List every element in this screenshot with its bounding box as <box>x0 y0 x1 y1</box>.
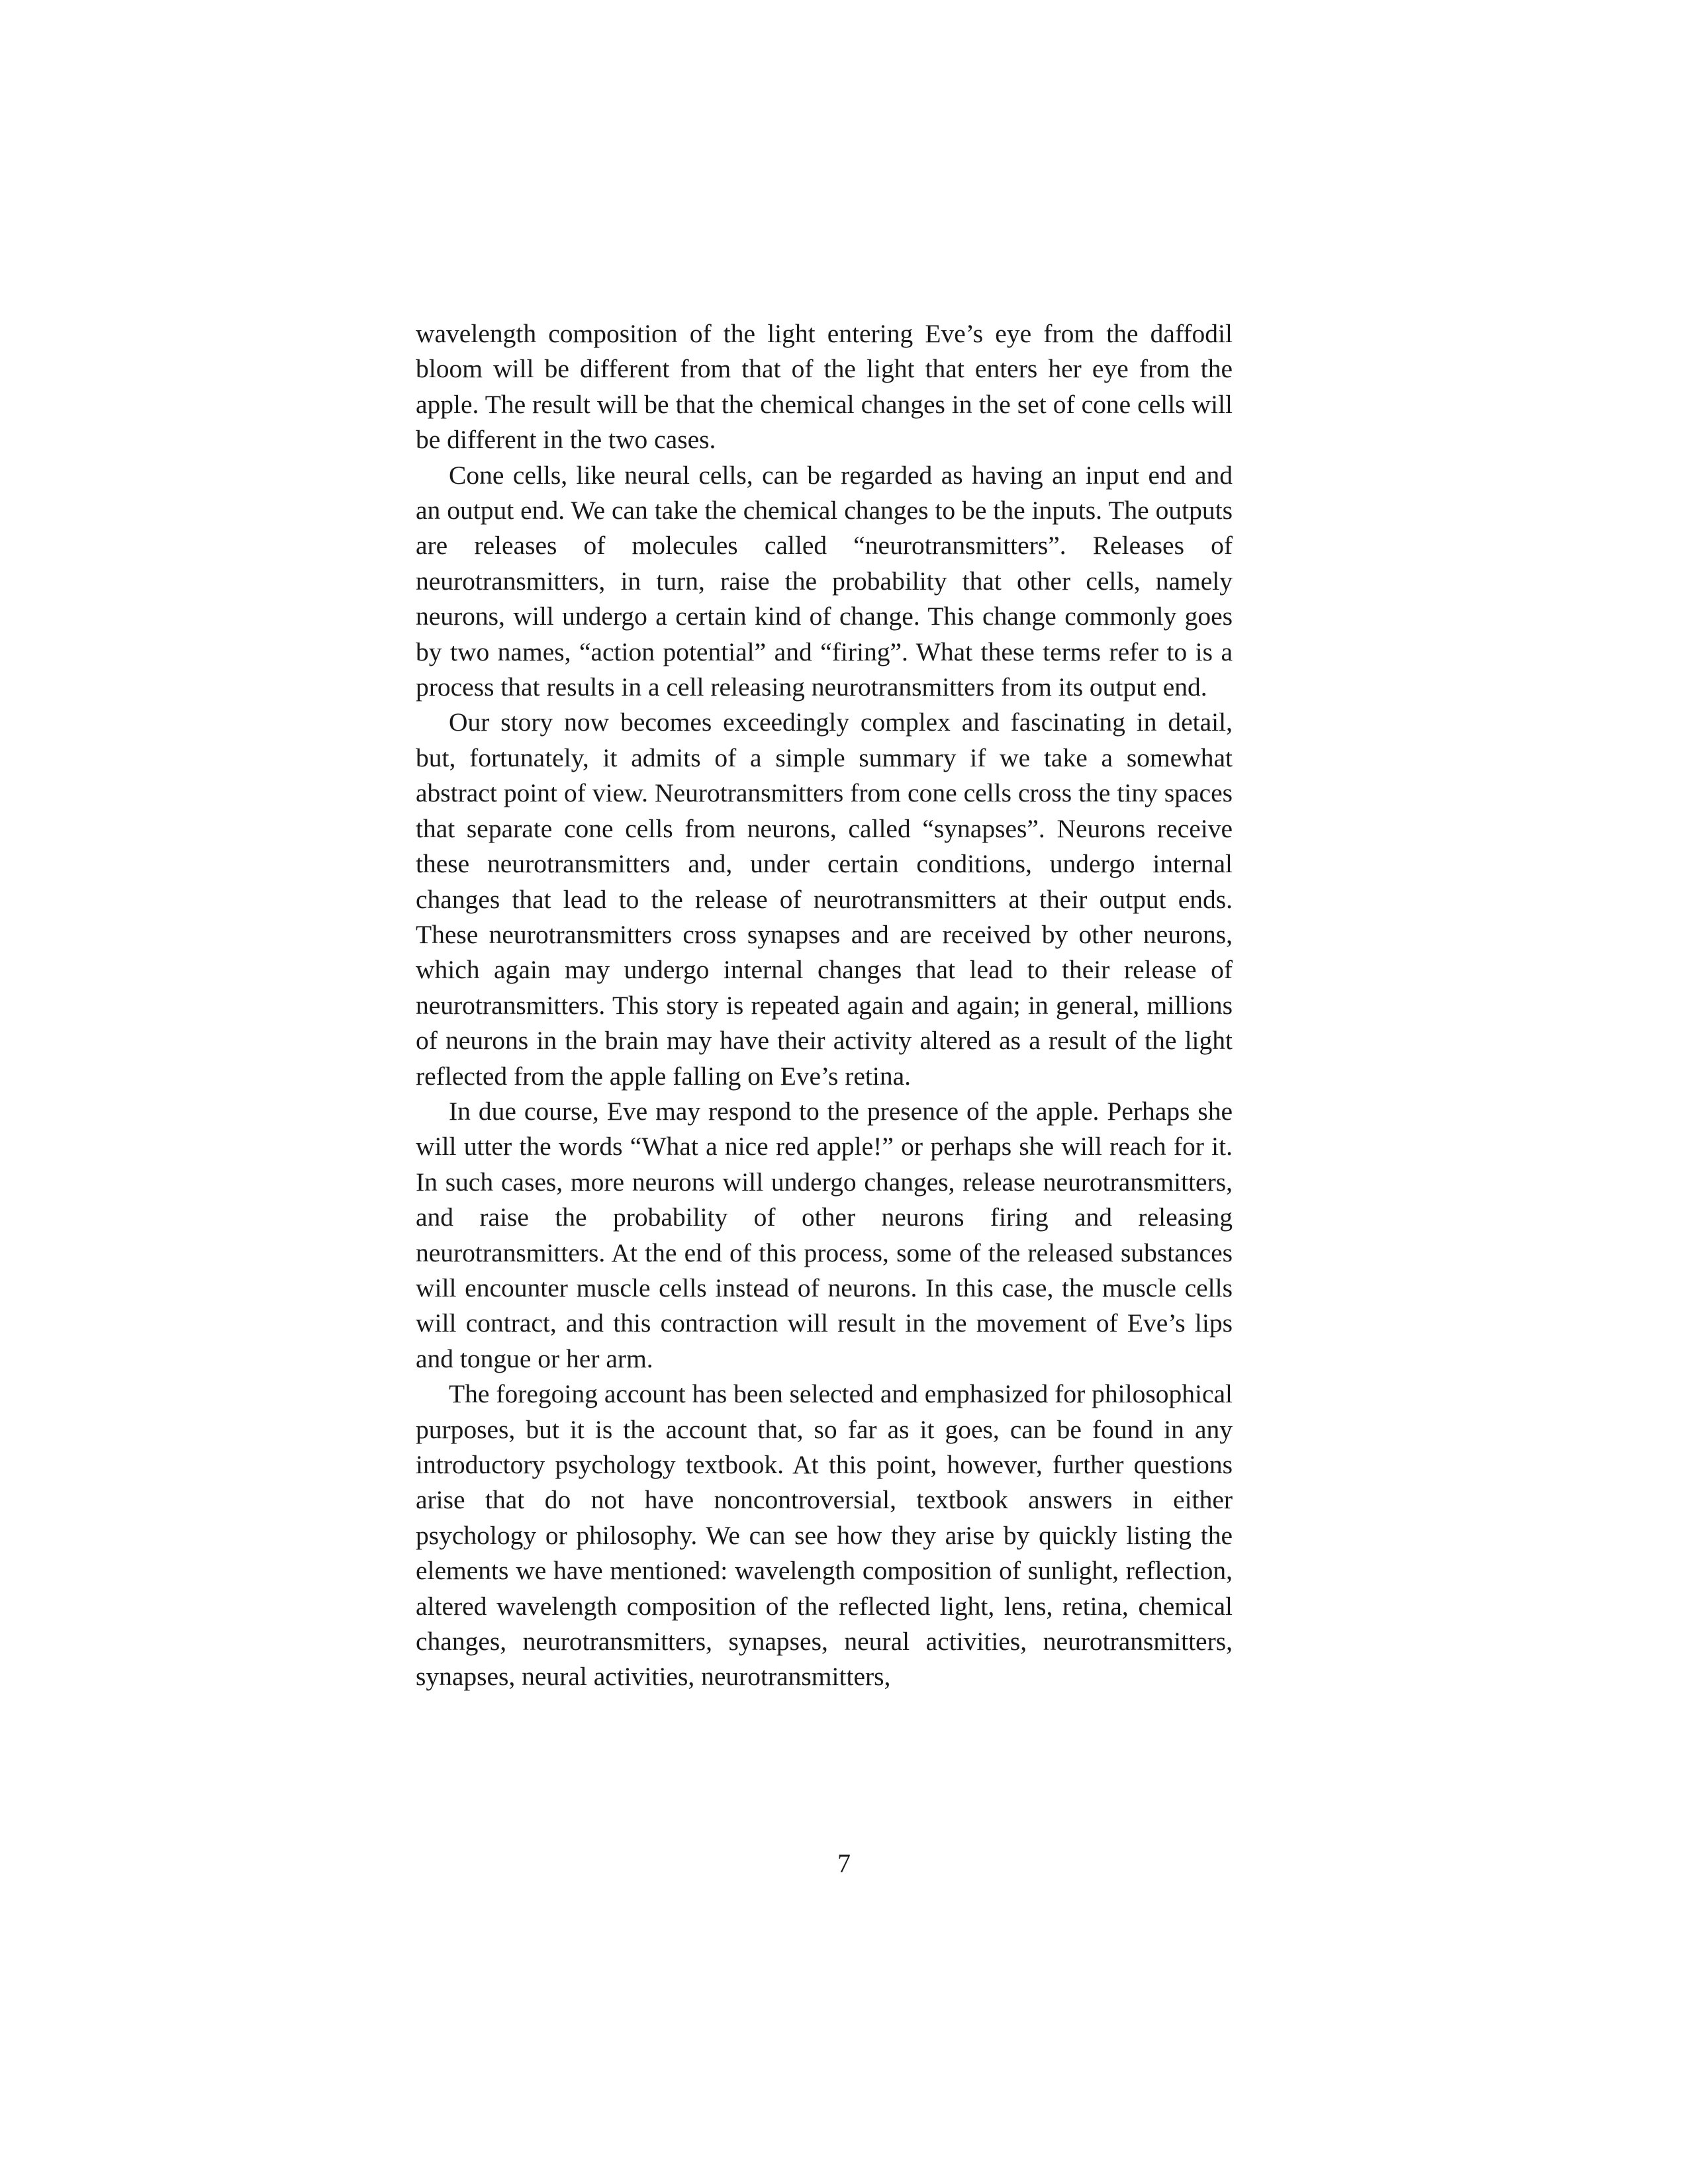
paragraph-cone-cells: Cone cells, like neural cells, can be regarded as having an input end and an output end. We can take the chemical changes to be the inputs. The outputs are releases of molecules called “neurotransmitters”. Releases of neurotransmitters, in turn, raise the probability that other cells, namely neurons, will undergo a certain kind of change. This change commonly goes by two names, “action potential” and “firing”. What these terms refer to is a process that results in a cell releasing neurotransmitters from its output end. <box>416 460 1233 702</box>
paragraph-due-course: In due course, Eve may respond to the presence of the apple. Perhaps she will utter the words “What a nice red apple!” or perhaps she will reach for it. In such cases, more neurons will undergo changes, release neurotransmitters, and raise the probability of other neurons firing and releasing neurotransmitters. At the end of this process, some of the released substances will encounter muscle cells instead of neurons. In this case, the muscle cells will contract, and this contraction will result in the movement of Eve’s lips and tongue or her arm. <box>416 1096 1233 1373</box>
paragraph-our-story: Our story now becomes exceedingly complex and fascinating in detail, but, fortunately, it admits of a simple summary if we take a somewhat abstract point of view. Neurotransmitters from cone cells cross the tiny spaces that separate cone cells from neurons, called “synapses”. Neurons receive these neurotransmitters and, under certain conditions, undergo internal changes that lead to the release of neurotransmitters at their output ends. These neurotransmitters cross synapses and are received by other neurons, which again may undergo internal changes that lead to their release of neurotransmitters. This story is repeated again and again; in general, millions of neurons in the brain may have their activity altered as a result of the light reflected from the apple falling on Eve’s retina. <box>416 707 1233 1091</box>
paragraph-continued: wavelength composition of the light entering Eve’s eye from the daffodil bloom will be different from that of the light that enters her eye from the apple. The result will be that the chemical changes in the set of cone cells will be different in the two cases. <box>416 319 1233 455</box>
paragraph-foregoing-account: The foregoing account has been selected and emphasized for philosophical purposes, but it is the account that, so far as it goes, can be found in any introductory psychology textbook. At this point, however, further questions arise that do not have noncontroversial, textbook answers in either psychology or philosophy. We can see how they arise by quickly listing the elements we have mentioned: wavelength composition of sunlight, reflection, altered wavelength composition of the reflected light, lens, retina, chemical changes, neurotransmitters, synapses, neural activities, neurotransmitters, synapses, neural activities, neurotransmitters, <box>416 1379 1233 1692</box>
page-number: 7 <box>837 1848 851 1878</box>
body-text <box>416 316 1233 1695</box>
